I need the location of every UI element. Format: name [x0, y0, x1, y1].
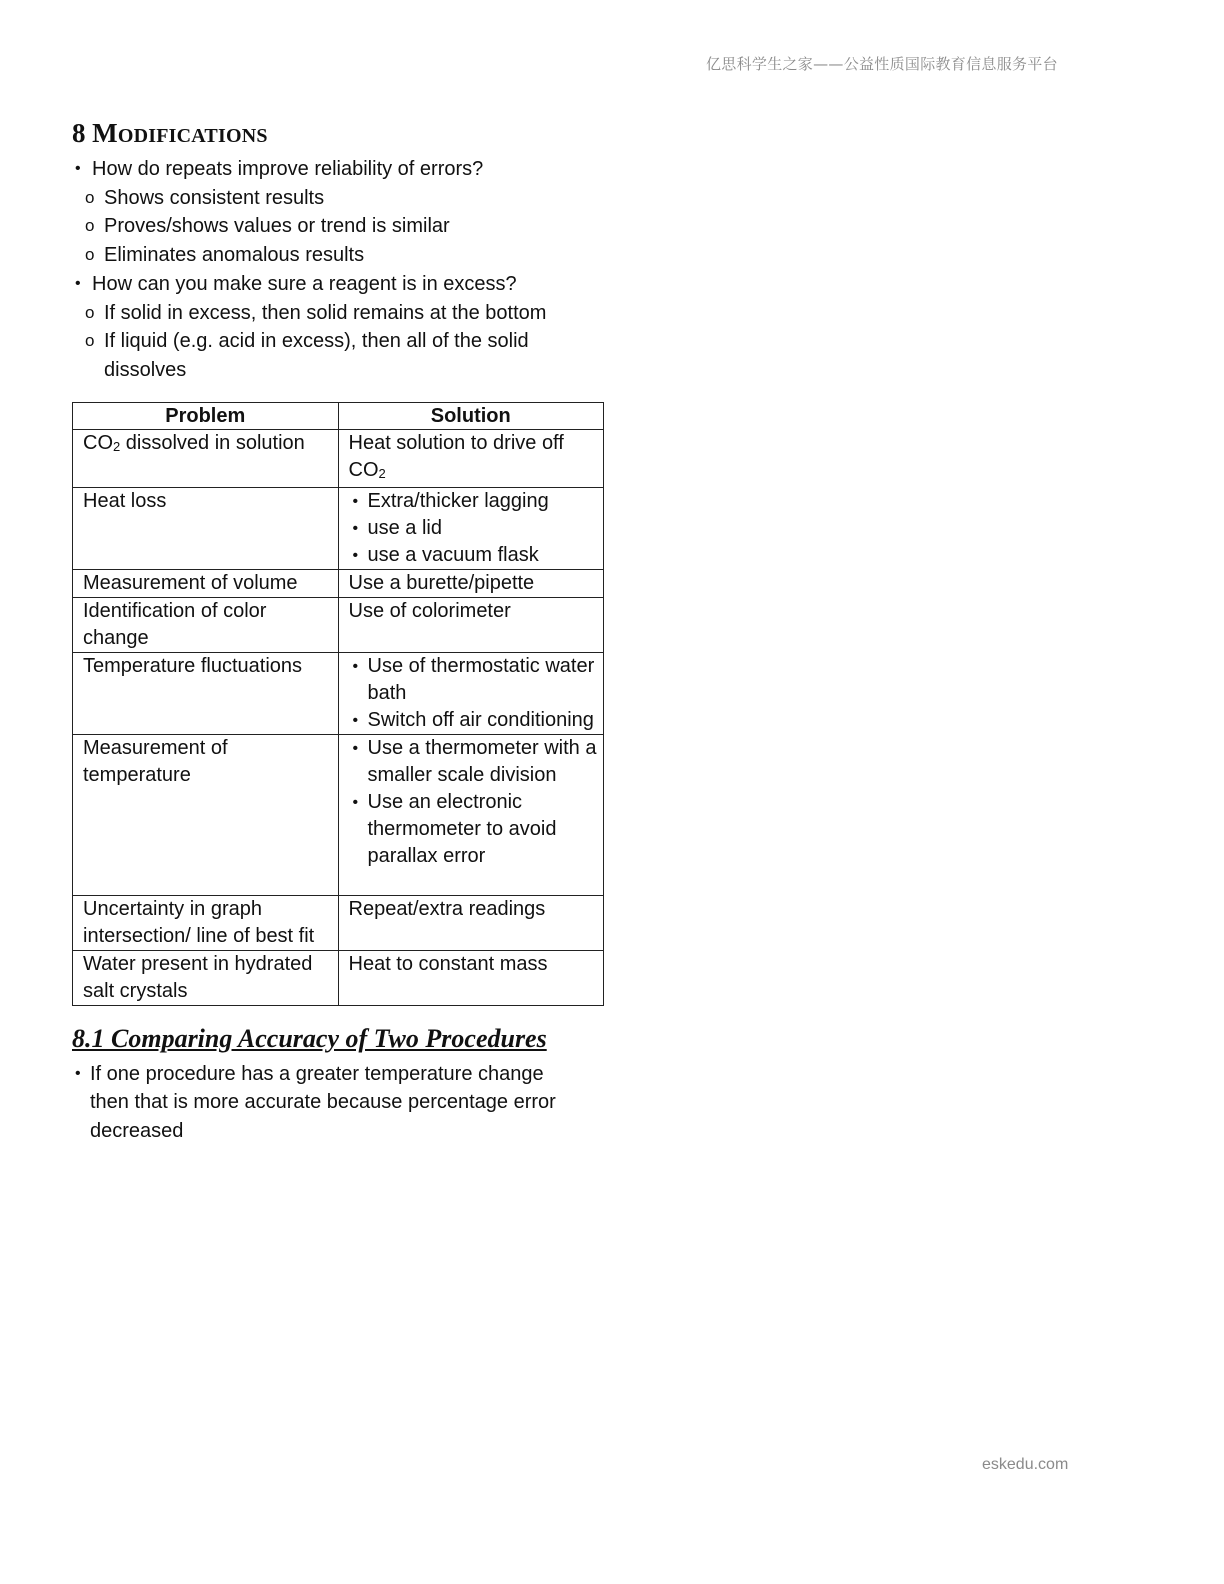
- page-content: [72, 118, 612, 1145]
- solution-item: • Switch off air conditioning: [349, 707, 598, 734]
- list-subitem: o Proves/shows values or trend is similar: [72, 212, 612, 241]
- circle-bullet-icon: o: [85, 187, 95, 207]
- solution-item: • Use of thermostatic water bath: [352, 654, 595, 704]
- solution-item: • use a lid: [349, 515, 598, 542]
- list-subitem: o Eliminates anomalous results: [72, 241, 612, 270]
- bullet-icon: •: [352, 739, 359, 757]
- list-item: • How can you make sure a reagent is in excess?: [72, 270, 612, 299]
- solution-cell: Heat solution to drive off $CO_2$: [338, 429, 604, 487]
- solution-cell: [338, 734, 604, 895]
- section-title-initial: M: [92, 118, 118, 148]
- section-title-rest: ODIFICATIONS: [117, 125, 268, 147]
- table-row: [73, 734, 604, 895]
- solution-item: • Use an electronic thermometer to avoid parallax error: [352, 790, 557, 867]
- subsection-title: 8.1 Comparing Accuracy of Two Procedures: [72, 1023, 547, 1053]
- solution-cell: Repeat/extra readings: [338, 895, 604, 950]
- solution-cell: [338, 487, 604, 569]
- solution-cell: Heat to constant mass: [338, 950, 604, 1005]
- table-row: [73, 895, 604, 950]
- problem-cell: Uncertainty in graph intersection/ line of best fit: [73, 895, 339, 950]
- table-header-row: [73, 402, 604, 429]
- table-row: [73, 569, 604, 597]
- problem-cell: Heat loss: [73, 487, 339, 569]
- bullet-icon: •: [352, 711, 359, 729]
- problem-cell: Measurement of temperature: [73, 734, 339, 895]
- solution-cell: Use of colorimeter: [338, 597, 604, 652]
- modifications-list: [72, 155, 612, 385]
- table-row: [73, 950, 604, 1005]
- column-header-solution: Solution: [338, 402, 604, 429]
- table-row: [73, 652, 604, 734]
- table-row: [73, 597, 604, 652]
- problem-cell: Water present in hydrated salt crystals: [73, 950, 339, 1005]
- bullet-icon: •: [352, 793, 359, 811]
- bullet-icon: •: [352, 657, 359, 675]
- bullet-icon: •: [75, 1064, 81, 1082]
- list-subitem: o If liquid (e.g. acid in excess), then all of the solid dissolves: [72, 327, 564, 384]
- solution-item: • Extra/thicker lagging: [349, 488, 598, 515]
- circle-bullet-icon: o: [85, 216, 95, 236]
- subsection-paragraph: • If one procedure has a greater temperature change then that is more accurate because percentage error decreased: [72, 1060, 570, 1146]
- page-header: 亿思科学生之家——公益性质国际教育信息服务平台: [706, 55, 1058, 73]
- solution-cell: Use a burette/pipette: [338, 569, 604, 597]
- bullet-icon: •: [352, 519, 359, 537]
- problem-cell: Measurement of volume: [73, 569, 339, 597]
- table-row: [73, 487, 604, 569]
- modifications-table: [72, 402, 604, 1006]
- solution-item: • Use a thermometer with a smaller scale division: [352, 736, 597, 786]
- section-number: 8: [72, 118, 86, 148]
- bullet-icon: •: [352, 492, 359, 510]
- section-title: [72, 118, 612, 149]
- table-row: [73, 429, 604, 487]
- bullet-icon: •: [75, 160, 81, 177]
- problem-cell: Temperature fluctuations: [73, 652, 339, 734]
- problem-cell: $CO_2$ dissolved in solution: [73, 429, 339, 487]
- bullet-icon: •: [75, 274, 81, 292]
- circle-bullet-icon: o: [85, 245, 95, 265]
- page-footer: eskedu.com: [982, 1456, 1069, 1473]
- column-header-problem: Problem: [73, 402, 339, 429]
- solution-cell: [338, 652, 604, 734]
- problem-cell: Identification of color change: [73, 597, 339, 652]
- list-subitem: o If solid in excess, then solid remains at the bottom: [72, 299, 612, 328]
- circle-bullet-icon: o: [85, 331, 95, 351]
- solution-item: • use a vacuum flask: [349, 542, 598, 569]
- bullet-icon: •: [352, 546, 359, 564]
- circle-bullet-icon: o: [85, 302, 95, 322]
- list-subitem: o Shows consistent results: [72, 184, 612, 213]
- list-item: • How do repeats improve reliability of errors?: [72, 155, 612, 184]
